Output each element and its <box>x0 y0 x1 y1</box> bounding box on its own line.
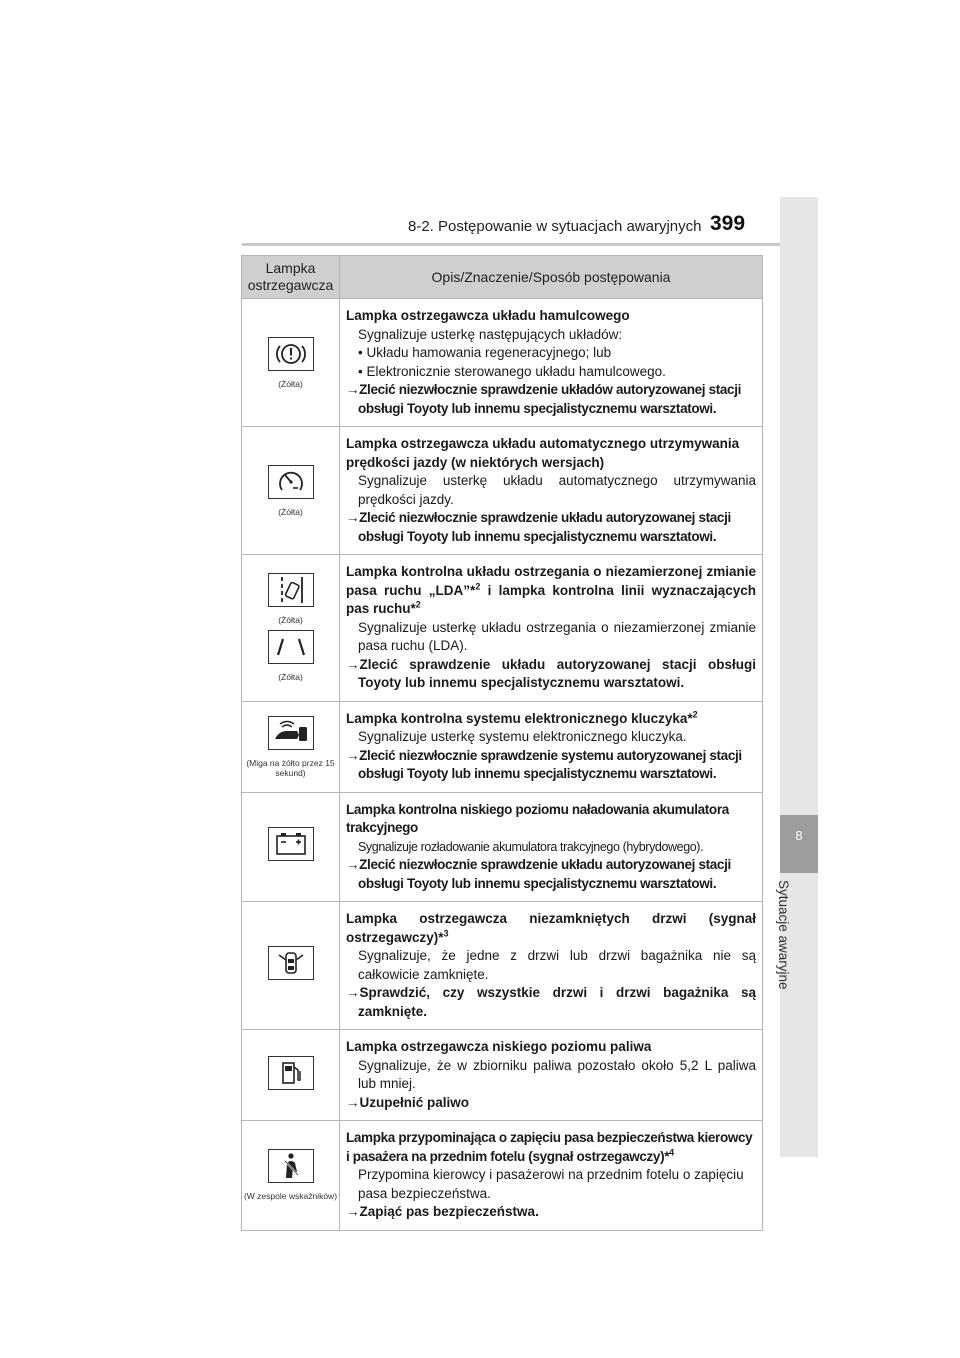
warning-lights-table <box>241 255 763 1231</box>
icon-location-label: (W zespole wskaźników) <box>243 1191 338 1202</box>
footnote-mark: 2 <box>475 581 481 591</box>
footnote-mark: 4 <box>669 1147 674 1157</box>
row-text: • Elektronicznie sterowanego układu hamulcowego. <box>358 363 666 379</box>
table-row <box>242 1030 763 1121</box>
table-row <box>242 427 763 555</box>
icon-color-label: (Żółta) <box>278 378 303 389</box>
row-title: Lampka kontrolna niskiego poziomu naładowania akumulatora trakcyjnego <box>346 801 729 835</box>
arrow-icon: → <box>346 510 360 525</box>
row-title: Lampka kontrolna systemu elektronicznego kluczyka* <box>346 710 693 726</box>
table-row <box>242 555 763 702</box>
footnote-mark: 3 <box>443 928 449 938</box>
row-text: Sygnalizuje usterkę układu automatycznego utrzymywania prędkości jazdy. <box>358 473 756 507</box>
footnote-mark: 2 <box>415 599 421 610</box>
arrow-icon: → <box>346 382 360 397</box>
row-text: Sygnalizuje usterkę układu ostrzegania o niezamierzonej zmianie pasa ruchu (LDA). <box>358 619 756 653</box>
header-divider <box>242 243 818 246</box>
chapter-label-text: Sytuacje awaryjne <box>776 880 791 990</box>
smart-key-icon <box>268 716 314 750</box>
row-text: Sygnalizuje usterkę systemu elektronicznego kluczyka. <box>358 729 687 744</box>
brake-warning-icon <box>268 337 314 371</box>
row-action: Zlecić niezwłocznie sprawdzenie układów autoryzowanej stacji obsługi Toyoty lub innemu specjalistycznemu warsztatowi. <box>358 382 742 416</box>
icon-color-label: (Żółta) <box>278 672 303 683</box>
col-header-description: Opis/Znaczenie/Sposób postępowania <box>340 256 763 299</box>
table-row <box>242 701 763 792</box>
battery-icon <box>268 827 314 861</box>
arrow-icon: → <box>346 857 360 872</box>
lane-lines-icon <box>268 630 314 664</box>
table-row <box>242 299 763 427</box>
arrow-icon: → <box>346 1094 360 1110</box>
row-text: Przypomina kierowcy i pasażerowi na przednim fotelu o zapięciu pasa bezpieczeństwa. <box>358 1167 744 1201</box>
row-action: Zlecić niezwłocznie sprawdzenie układu autoryzowanej stacji obsługi Toyoty lub innemu specjalistycznemu warsztatowi. <box>358 857 731 891</box>
row-text: Sygnalizuje rozładowanie akumulatora trakcyjnego (hybrydowego). <box>358 839 704 854</box>
open-door-icon <box>268 946 314 980</box>
table-header-row <box>242 256 763 299</box>
row-title: Lampka kontrolna układu ostrzegania o niezamierzonej zmianie pasa ruchu „LDA”* <box>346 564 756 598</box>
row-action: Uzupełnić paliwo <box>359 1094 470 1110</box>
arrow-icon: → <box>346 985 360 1000</box>
row-text: • Układu hamowania regeneracyjnego; lub <box>358 345 612 360</box>
row-title: Lampka ostrzegawcza niezamkniętych drzwi (sygnał ostrzegawczy)* <box>346 911 756 945</box>
chapter-label <box>776 880 813 1020</box>
seatbelt-icon <box>268 1149 314 1183</box>
footnote-mark: 2 <box>692 709 698 719</box>
row-title: Lampka ostrzegawcza układu hamulcowego <box>346 308 630 323</box>
row-text: Sygnalizuje, że jedne z drzwi lub drzwi bagażnika nie są całkowicie zamknięte. <box>358 948 756 982</box>
page-number: 399 <box>710 212 746 235</box>
lane-departure-icon <box>268 573 314 607</box>
chapter-number-block <box>780 815 818 873</box>
row-action: Zlecić niezwłocznie sprawdzenie systemu autoryzowanej stacji obsługi Toyoty lub innemu specjalistycznemu warsztatowi. <box>358 747 742 781</box>
row-title-cont: i lampka kontrolna linii wyznaczających pas ruchu* <box>346 582 756 616</box>
arrow-icon: → <box>346 1204 360 1219</box>
row-action: Sprawdzić, czy wszystkie drzwi i drzwi bagażnika są zamknięte. <box>358 985 756 1019</box>
arrow-icon: → <box>346 747 360 763</box>
section-title: 8-2. Postępowanie w sytuacjach awaryjnych <box>408 218 702 235</box>
row-text: Sygnalizuje, że w zbiorniku paliwa pozostało około 5,2 L paliwa lub mniej. <box>358 1057 756 1091</box>
cruise-control-icon <box>268 465 314 499</box>
icon-color-label: (Żółta) <box>278 506 303 517</box>
table-row <box>242 792 763 902</box>
row-action: Zlecić sprawdzenie układu autoryzowanej stacji obsługi Toyoty lub innemu specjalistycznemu warsztatowi. <box>358 656 756 690</box>
table-row <box>242 1121 763 1231</box>
icon-color-label: (Miga na żółto przez 15 sekund) <box>246 757 335 778</box>
table-row <box>242 902 763 1030</box>
chapter-number: 8 <box>795 828 803 843</box>
row-title: Lampka przypominająca o zapięciu pasa bezpieczeństwa kierowcy i pasażera na przednim fotelu (sygnał ostrzegawczy)* <box>346 1130 753 1164</box>
row-title: Lampka ostrzegawcza układu automatycznego utrzymywania prędkości jazdy (w niektórych wersjach) <box>346 436 740 470</box>
row-action: Zapiąć pas bezpieczeństwa. <box>359 1204 539 1219</box>
row-title: Lampka ostrzegawcza niskiego poziomu paliwa <box>346 1039 652 1054</box>
row-action: Zlecić niezwłocznie sprawdzenie układu autoryzowanej stacji obsługi Toyoty lub innemu specjalistycznemu warsztatowi. <box>358 510 731 544</box>
col-header-lamp: Lampka ostrzegawcza <box>242 256 340 299</box>
arrow-icon: → <box>346 656 360 672</box>
fuel-pump-icon <box>268 1056 314 1090</box>
icon-color-label: (Żółta) <box>278 615 303 626</box>
row-text: Sygnalizuje usterkę następujących układów: <box>358 326 623 342</box>
